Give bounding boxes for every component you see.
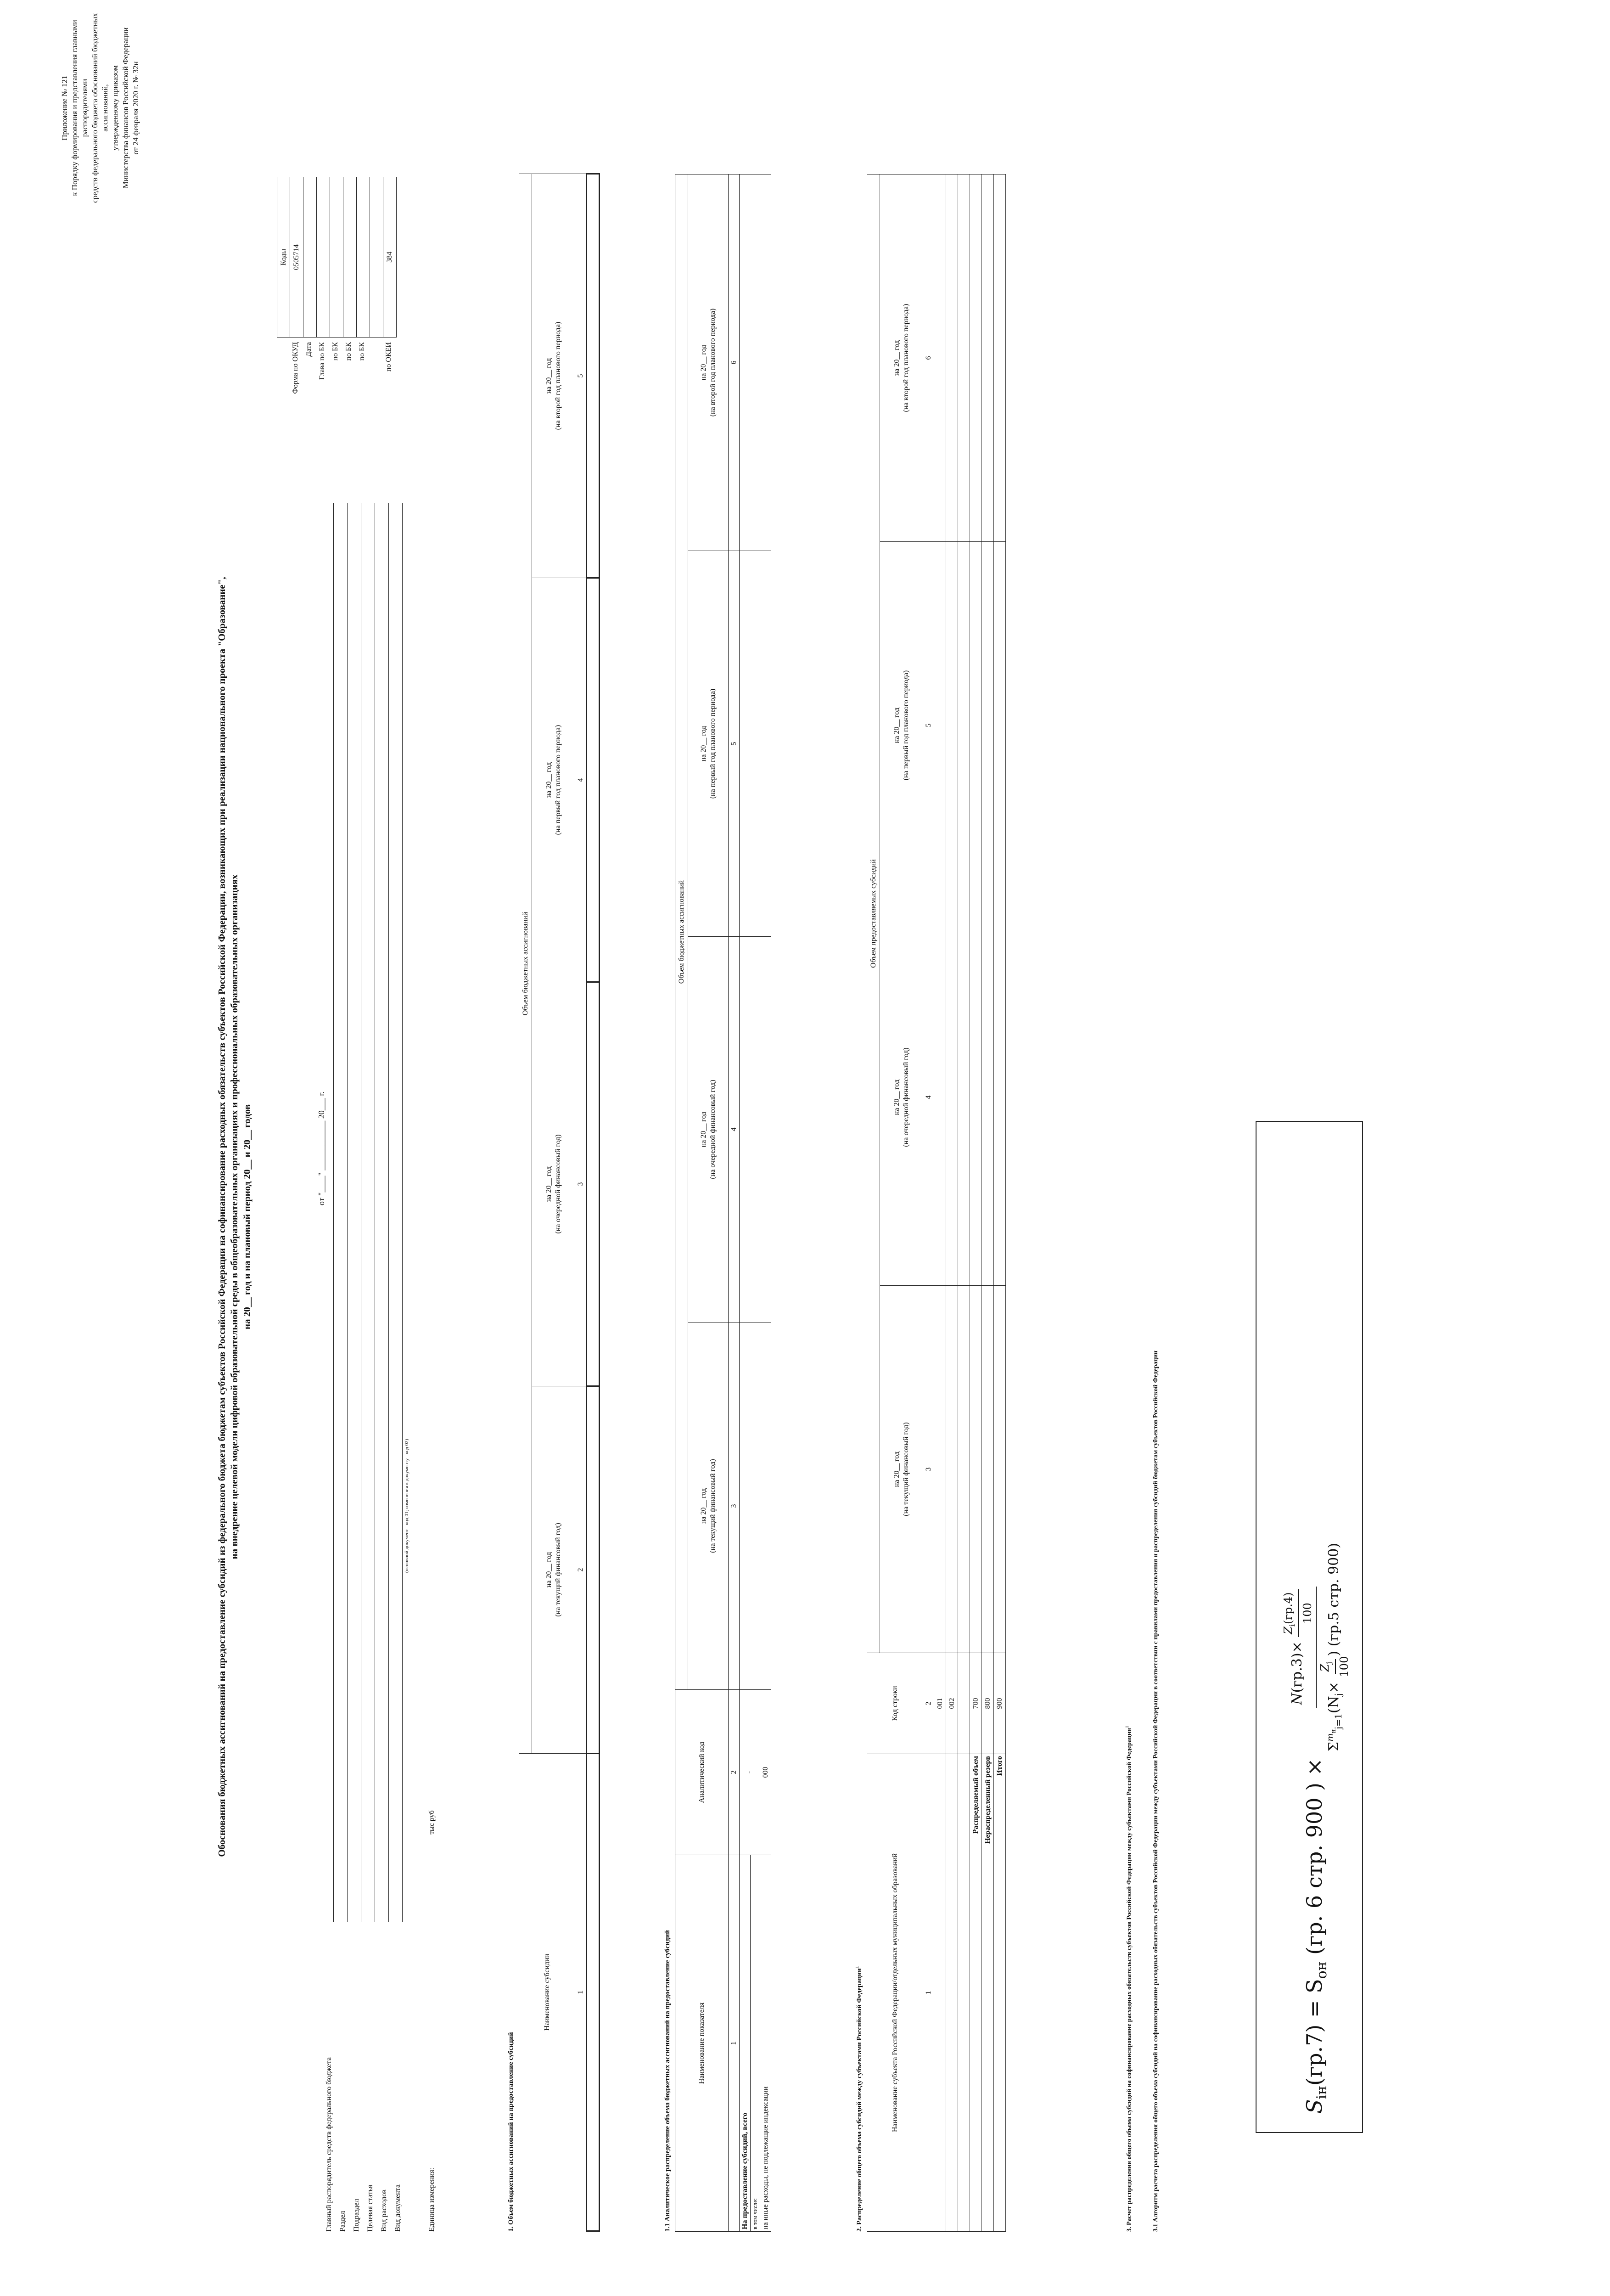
s11-code-total: - bbox=[740, 1690, 760, 1855]
section-1-1-table bbox=[675, 174, 771, 2232]
code-value[interactable] bbox=[343, 177, 357, 338]
code-label: по БК bbox=[345, 342, 353, 361]
formula-box bbox=[1256, 1121, 1363, 2133]
s2-cell[interactable] bbox=[994, 174, 1006, 541]
s2-cell[interactable] bbox=[994, 1286, 1006, 1653]
s1-cell[interactable] bbox=[587, 174, 600, 578]
s1-col-num: 5 bbox=[575, 174, 587, 578]
s2-year-header: на 20__ год (на очередной финансовый год) bbox=[880, 909, 923, 1286]
s2-year-header: на 20__ год (на второй год планового периода) bbox=[880, 174, 923, 541]
s2-row-code: 001 bbox=[934, 1653, 946, 1754]
appendix-line: утвержденному приказом bbox=[111, 65, 120, 151]
s11-col-num: 1 bbox=[729, 1855, 740, 2232]
doc-type-note: (основной документ - код 01; изменения к документу - код 02) bbox=[404, 1439, 410, 1573]
s1-year-header: на 20__ год (на текущий финансовый год) bbox=[532, 1386, 575, 1754]
s11-col-num: 3 bbox=[729, 1322, 740, 1690]
s1-year-header: на 20__ год (на очередной финансовый год) bbox=[532, 982, 575, 1386]
s11-col-code: Аналитический код bbox=[675, 1690, 729, 1855]
s1-year-header: на 20__ год (на первый год планового периода) bbox=[532, 578, 575, 982]
code-value[interactable]: 384 bbox=[383, 177, 397, 338]
s1-group-header: Объем бюджетных ассигнований bbox=[519, 174, 532, 1753]
s2-cell[interactable] bbox=[982, 909, 994, 1286]
field-line[interactable] bbox=[333, 503, 334, 1922]
s11-year-header: на 20__ год (на текущий финансовый год) bbox=[688, 1322, 729, 1690]
s2-cell[interactable] bbox=[958, 1653, 970, 1754]
s2-row-code: 002 bbox=[946, 1653, 958, 1754]
field-line[interactable] bbox=[388, 503, 389, 1922]
code-label: по БК bbox=[331, 342, 339, 361]
s2-cell[interactable] bbox=[958, 542, 970, 909]
code-label: по БК bbox=[358, 342, 366, 361]
s11-year-header: на 20__ год (на второй год планового периода) bbox=[688, 174, 729, 551]
formula-fraction: N(гр.3)× $Z_i(гр.4)$ 100 $\Sigma^{m_н}_{j=1}(N_j\times$ $Z_j$ 100 ) (гр.5 стр. 900) bbox=[1282, 1542, 1351, 1752]
s1-col-num: 3 bbox=[575, 982, 587, 1386]
s1-cell[interactable] bbox=[587, 578, 600, 982]
code-value[interactable] bbox=[317, 177, 330, 338]
s2-cell[interactable] bbox=[970, 909, 982, 1286]
code-value[interactable] bbox=[357, 177, 370, 338]
title-line-1: Обоснования бюджетных ассигнований на предоставление субсидий из федерального бюджета бюджетам субъектов Российской Федерации на софинансирование расходных обязательств субъектов Российской Федерации, возникающих при реализации национального проекта "Образование", bbox=[216, 577, 227, 1857]
s2-cell[interactable] bbox=[970, 174, 982, 541]
s2-cell[interactable] bbox=[934, 1286, 946, 1653]
s11-group-header: Объем бюджетных ассигнований bbox=[675, 174, 688, 1689]
s2-cell[interactable] bbox=[946, 909, 958, 1286]
s2-cell[interactable] bbox=[958, 1286, 970, 1653]
codes-header: Коды bbox=[277, 177, 290, 338]
appendix-line: Министерства финансов Российской Федерации bbox=[121, 27, 130, 189]
s2-col-num: 5 bbox=[923, 542, 934, 909]
appendix-block bbox=[60, 11, 141, 204]
s2-cell[interactable] bbox=[934, 1754, 946, 2232]
section-3-title: 3. Расчет распределения общего объема субсидий на софинансирование расходных обязательств субъектов Российской Федерации между субъектами Российской Федерации$^1$ bbox=[1125, 1726, 1133, 2232]
code-label: Глава по БК bbox=[318, 342, 326, 380]
s2-cell[interactable] bbox=[982, 174, 994, 541]
s2-cell[interactable] bbox=[970, 1286, 982, 1653]
formula: $S_{iн}(гр.7) = S_{он}$ (гр. 6 стр. 900 ) × N(гр.3)× $Z_i(гр.4)$ 100 $\Sigma^{m_н}_{j=1}(N_j\times$ $Z_j$ 100 ) (гр.5 стр. 900) bbox=[1282, 1542, 1351, 2114]
code-label: Форма по ОКУД bbox=[292, 342, 299, 394]
s2-col-code: Код строки bbox=[867, 1653, 923, 1754]
s2-cell[interactable] bbox=[934, 174, 946, 541]
s1-cell[interactable] bbox=[587, 982, 600, 1386]
s2-cell[interactable] bbox=[946, 542, 958, 909]
s11-code-other: 000 bbox=[760, 1690, 771, 1855]
s2-cell[interactable] bbox=[946, 1754, 958, 2232]
field-label: Подраздел bbox=[353, 2199, 360, 2232]
appendix-line: от 24 февраля 2020 г. № 32н bbox=[131, 61, 140, 155]
s2-cell[interactable] bbox=[958, 1754, 970, 2232]
section-1-table bbox=[519, 173, 600, 2232]
s2-row-label: Нераспределенный резерв bbox=[982, 1754, 994, 2232]
s11-col-num: 5 bbox=[729, 551, 740, 937]
s2-col-num: 6 bbox=[923, 174, 934, 541]
s11-col-name: Наименование показателя bbox=[675, 1855, 729, 2232]
field-line[interactable] bbox=[347, 503, 348, 1922]
s11-cell[interactable] bbox=[760, 937, 771, 1322]
s2-cell[interactable] bbox=[934, 542, 946, 909]
s11-cell[interactable] bbox=[740, 551, 760, 937]
section-2-table bbox=[867, 174, 1006, 2232]
field-label: Главный распорядитель средств федерального бюджета bbox=[325, 2057, 333, 2232]
s11-cell[interactable] bbox=[760, 174, 771, 551]
s2-year-header: на 20__ год (на текущий финансовый год) bbox=[880, 1286, 923, 1653]
field-line[interactable] bbox=[402, 503, 403, 1922]
date-line: от "____" ____________ 20___ г. bbox=[317, 1091, 326, 1205]
s2-col-name: Наименование субъекта Российской Федерации/отдельных муниципальных образований bbox=[867, 1754, 923, 2232]
code-value[interactable] bbox=[370, 177, 383, 338]
s2-group-header: Объем предоставляемых субсидий bbox=[867, 174, 880, 1653]
section-1-1-title: 1.1 Аналитическое распределение объема бюджетных ассигнований на предоставление субсидий bbox=[664, 1930, 671, 2232]
code-value[interactable] bbox=[303, 177, 317, 338]
code-value[interactable] bbox=[330, 177, 343, 338]
s11-year-header: на 20__ год (на очередной финансовый год) bbox=[688, 937, 729, 1322]
s11-row-other: на иные расходы, не подлежащие индексации bbox=[760, 1855, 771, 2232]
s2-cell[interactable] bbox=[994, 542, 1006, 909]
s11-col-num: 2 bbox=[729, 1690, 740, 1855]
field-label: Вид документа bbox=[394, 2184, 402, 2232]
s11-year-header: на 20__ год (на первый год планового периода) bbox=[688, 551, 729, 937]
s1-col-num: 4 bbox=[575, 578, 587, 982]
s2-row-code: 700 bbox=[970, 1653, 982, 1754]
s2-year-header: на 20__ год (на первый год планового периода) bbox=[880, 542, 923, 909]
title-line-3: на 20__ год и на плановый период 20__ и 20__ годов bbox=[241, 1104, 252, 1330]
s11-row-total: На предоставление субсидий, всего bbox=[740, 1855, 751, 2232]
s2-cell[interactable] bbox=[934, 909, 946, 1286]
s1-col-num: 1 bbox=[575, 1754, 587, 2231]
s11-cell[interactable] bbox=[740, 1322, 760, 1690]
s2-col-num: 2 bbox=[923, 1653, 934, 1754]
s1-cell[interactable] bbox=[587, 1754, 600, 2231]
appendix-line: Приложение № 121 bbox=[60, 75, 69, 141]
field-label: Целевая статья bbox=[366, 2184, 374, 2232]
s2-cell[interactable] bbox=[970, 542, 982, 909]
s2-cell[interactable] bbox=[958, 909, 970, 1286]
s2-cell[interactable] bbox=[958, 174, 970, 541]
s2-row-code: 800 bbox=[982, 1653, 994, 1754]
s2-row-code: 900 bbox=[994, 1653, 1006, 1754]
code-label: Дата bbox=[305, 342, 313, 357]
s2-row-label: Распределяемый объем bbox=[970, 1754, 982, 2232]
s11-cell[interactable] bbox=[760, 1322, 771, 1690]
s11-cell[interactable] bbox=[740, 174, 760, 551]
document-title bbox=[216, 195, 253, 2239]
section-3-1-title: 3.1 Алгоритм расчета распределения общего объема субсидий на софинансирование расходных обязательств субъектов Российской Федерации между субъектами Российской Федерации в соответствии с правилами предоставления и распределения субсидий бюджетам субъектов Российской Федерации bbox=[1152, 1351, 1159, 2232]
s2-cell[interactable] bbox=[994, 909, 1006, 1286]
s1-col-num: 2 bbox=[575, 1386, 587, 1754]
s11-col-num: 6 bbox=[729, 174, 740, 551]
title-line-2: на внедрение целевой модели цифровой образовательной среды в общеобразовательных организациях и профессиональных образовательных организациях bbox=[229, 874, 240, 1559]
s2-col-num: 3 bbox=[923, 1286, 934, 1653]
s2-cell[interactable] bbox=[982, 1286, 994, 1653]
s2-row-label: Итого bbox=[994, 1754, 1006, 2232]
s2-col-num: 4 bbox=[923, 909, 934, 1286]
section-1-title: 1. Объем бюджетных ассигнований на предоставление субсидий bbox=[507, 2032, 515, 2232]
s2-cell[interactable] bbox=[982, 542, 994, 909]
field-label: Вид расходов bbox=[380, 2189, 388, 2232]
s1-year-header: на 20__ год (на второй год планового периода) bbox=[532, 174, 575, 578]
unit-value: тыс руб bbox=[428, 1810, 436, 1835]
codes-table bbox=[277, 177, 397, 338]
s1-cell[interactable] bbox=[587, 1386, 600, 1754]
s11-col-num: 4 bbox=[729, 937, 740, 1322]
s2-cell[interactable] bbox=[946, 1286, 958, 1653]
s11-cell[interactable] bbox=[760, 551, 771, 937]
code-label: по ОКЕИ bbox=[385, 342, 393, 372]
s2-cell[interactable] bbox=[946, 174, 958, 541]
section-2-title: 2. Распределение общего объема субсидий между субъектами Российской Федерации$^1$ bbox=[855, 1966, 863, 2232]
appendix-line: к Порядку формирования и представления главными распорядителями bbox=[70, 20, 90, 196]
s2-col-num: 1 bbox=[923, 1754, 934, 2232]
appendix-line: средств федерального бюджета обоснований бюджетных ассигнований, bbox=[90, 13, 110, 203]
s1-col-name: Наименование субсидии bbox=[519, 1754, 575, 2231]
code-value[interactable]: 0505714 bbox=[290, 177, 303, 338]
s11-row-incl: в том числе: bbox=[751, 1855, 760, 2232]
s11-cell[interactable] bbox=[740, 937, 760, 1322]
unit-label: Единица измерения: bbox=[428, 2167, 436, 2232]
field-label: Раздел bbox=[339, 2211, 347, 2232]
